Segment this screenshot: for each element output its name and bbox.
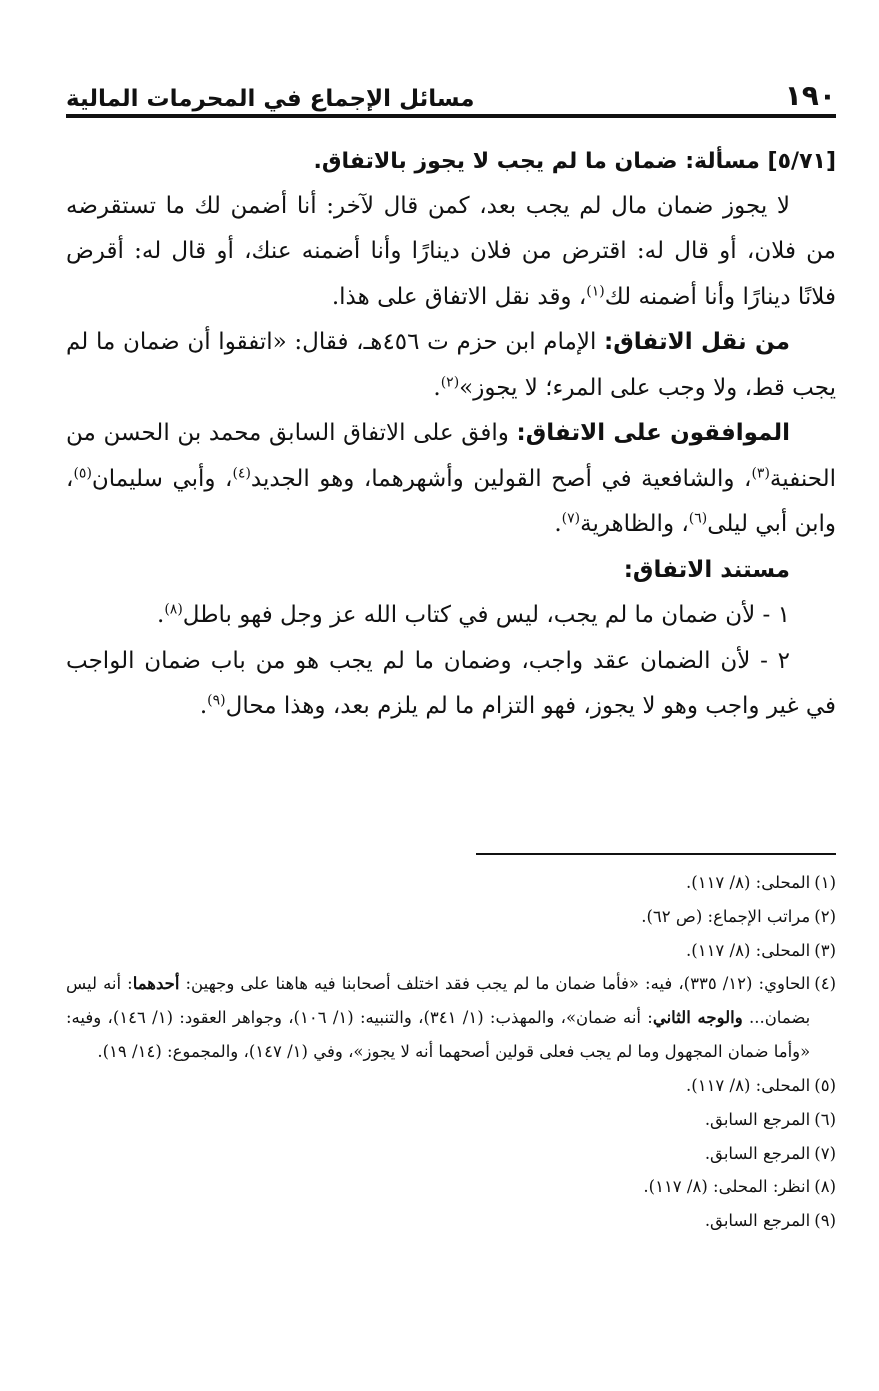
paragraph-lead: الموافقون على الاتفاق:	[516, 420, 791, 447]
footnote-number: (٦)	[814, 1109, 836, 1129]
footnote-text: المرجع السابق.	[704, 1211, 811, 1231]
paragraph-definition	[66, 184, 836, 321]
footnote-ref: (٦)	[688, 510, 708, 527]
main-text	[66, 140, 836, 730]
paragraph-text: ، والظاهرية	[580, 511, 689, 538]
footnote-ref: (٥)	[73, 465, 92, 482]
footnote-item	[66, 900, 836, 934]
paragraph-text: ١ - لأن ضمان ما لم يجب، ليس في كتاب الله عز وجل فهو باطل	[182, 602, 790, 629]
basis-heading: مستند الاتفاق:	[623, 556, 790, 583]
paragraph-text: ٢ - لأن الضمان عقد واجب، وضمان ما لم يجب هو من باب ضمان الواجب في غير واجب وهو لا يجوز، فهو التزام ما لم يلزم بعد، وهذا محال	[66, 647, 836, 720]
footnote-item	[66, 1204, 836, 1238]
paragraph-text: وافق على الاتفاق السابق محمد بن الحسن من الحنفية	[66, 420, 837, 492]
paragraph-text: .	[199, 693, 208, 720]
paragraph-text: .	[433, 374, 441, 401]
paragraph-text: ، وقد نقل الاتفاق على هذا.	[331, 283, 587, 310]
footnote-item	[66, 866, 836, 900]
paragraph-text: ، وابن أبي ليلى	[66, 465, 836, 538]
footnote-bold-term: أحدهما	[132, 974, 180, 994]
footnote-text-part: : أنه ضمان»، والمهذب: (١/ ٣٤١)، والتنبيه: (١/ ١٠٦)، وجواهر العقود: (١/ ١٤٦)، وفيه: «وأما ضمان المجهول وما لم يجب فعلى قولين أصحهما أنه لا يجوز»، وفي (١/ ١٤٧)، والمجموع: (١٤/ ١٩).	[66, 1008, 811, 1062]
footnote-text: المحلى: (٨/ ١١٧).	[686, 873, 811, 892]
paragraph-text: .	[554, 511, 562, 538]
footnote-number: (٣)	[814, 940, 836, 960]
footnote-number: (٩)	[814, 1211, 836, 1231]
footnote-text: انظر: المحلى: (٨/ ١١٧).	[643, 1177, 811, 1197]
paragraph-text: الإمام ابن حزم ت ٤٥٦هـ، فقال: «اتفقوا أن ضمان ما لم يجب قط، ولا وجب على المرء؛ لا يجوز»	[66, 329, 836, 401]
footnote-number: (١)	[814, 873, 836, 892]
footnote-number: (٤)	[814, 974, 836, 994]
footnote-item	[66, 934, 836, 968]
footnote-ref: (١)	[586, 282, 605, 299]
footnote-separator	[476, 853, 836, 855]
footnote-text: المحلى: (٨/ ١١٧).	[686, 940, 811, 960]
paragraph-text: ، وأبي سليمان	[91, 465, 233, 492]
footnotes	[66, 866, 836, 1238]
footnote-item	[66, 1069, 836, 1103]
running-title: مسائل الإجماع في المحرمات المالية	[66, 86, 475, 112]
page-number: ١٩٠	[784, 79, 836, 112]
page-header	[66, 72, 836, 112]
footnote-ref: (٨)	[164, 601, 183, 618]
footnote-ref: (٧)	[561, 510, 581, 527]
footnote-text: المرجع السابق.	[704, 1109, 811, 1129]
footnote-item	[66, 1137, 836, 1171]
paragraph-consensus-source	[66, 320, 836, 411]
paragraph-text: لا يجوز ضمان مال لم يجب بعد، كمن قال لآخر: أنا أضمن لك ما تستقرضه من فلان، أو قال له: اقترض من فلان دينارًا وأنا أضمنه عنك، أو قال له: أقرض فلانًا دينارًا وأنا أضمنه لك	[66, 192, 836, 310]
basis-point-1	[66, 593, 836, 639]
footnote-ref: (٩)	[207, 692, 226, 709]
footnote-item	[66, 967, 836, 1068]
footnote-ref: (٤)	[232, 465, 251, 482]
paragraph-agreeing-scholars	[66, 411, 836, 548]
footnote-text: المحلى: (٨/ ١١٧).	[686, 1075, 811, 1095]
paragraph-text: ، والشافعية في أصح القولين وأشهرهما، وهو الجديد	[250, 465, 752, 492]
footnote-ref: (٣)	[751, 465, 770, 482]
paragraph-text: .	[157, 602, 165, 629]
footnote-number: (٥)	[814, 1075, 836, 1095]
footnote-text-part: الحاوي: (١٢/ ٣٣٥)، فيه: «فأما ضمان ما لم يجب فقد اختلف أصحابنا فيه هاهنا على وجهين:	[179, 974, 811, 994]
basis-point-2	[66, 639, 836, 730]
footnote-number: (٨)	[814, 1177, 836, 1197]
paragraph-lead: من نقل الاتفاق:	[604, 329, 790, 356]
footnote-number: (٧)	[814, 1143, 836, 1163]
footnote-bold-term: والوجه الثاني	[652, 1008, 743, 1028]
footnote-text-part: : أنه ليس بضمان...	[66, 974, 811, 1028]
footnote-text: مراتب الإجماع: (ص ٦٢).	[641, 906, 811, 926]
footnote-number: (٢)	[814, 906, 836, 926]
header-rule	[66, 114, 836, 118]
footnote-item	[66, 1103, 836, 1137]
footnote-text: المرجع السابق.	[704, 1143, 811, 1163]
footnote-item	[66, 1170, 836, 1204]
issue-heading: [٥/٧١] مسألة: ضمان ما لم يجب لا يجوز بالاتفاق.	[313, 149, 836, 174]
footnote-text	[66, 967, 810, 1068]
footnote-ref: (٢)	[440, 374, 460, 391]
